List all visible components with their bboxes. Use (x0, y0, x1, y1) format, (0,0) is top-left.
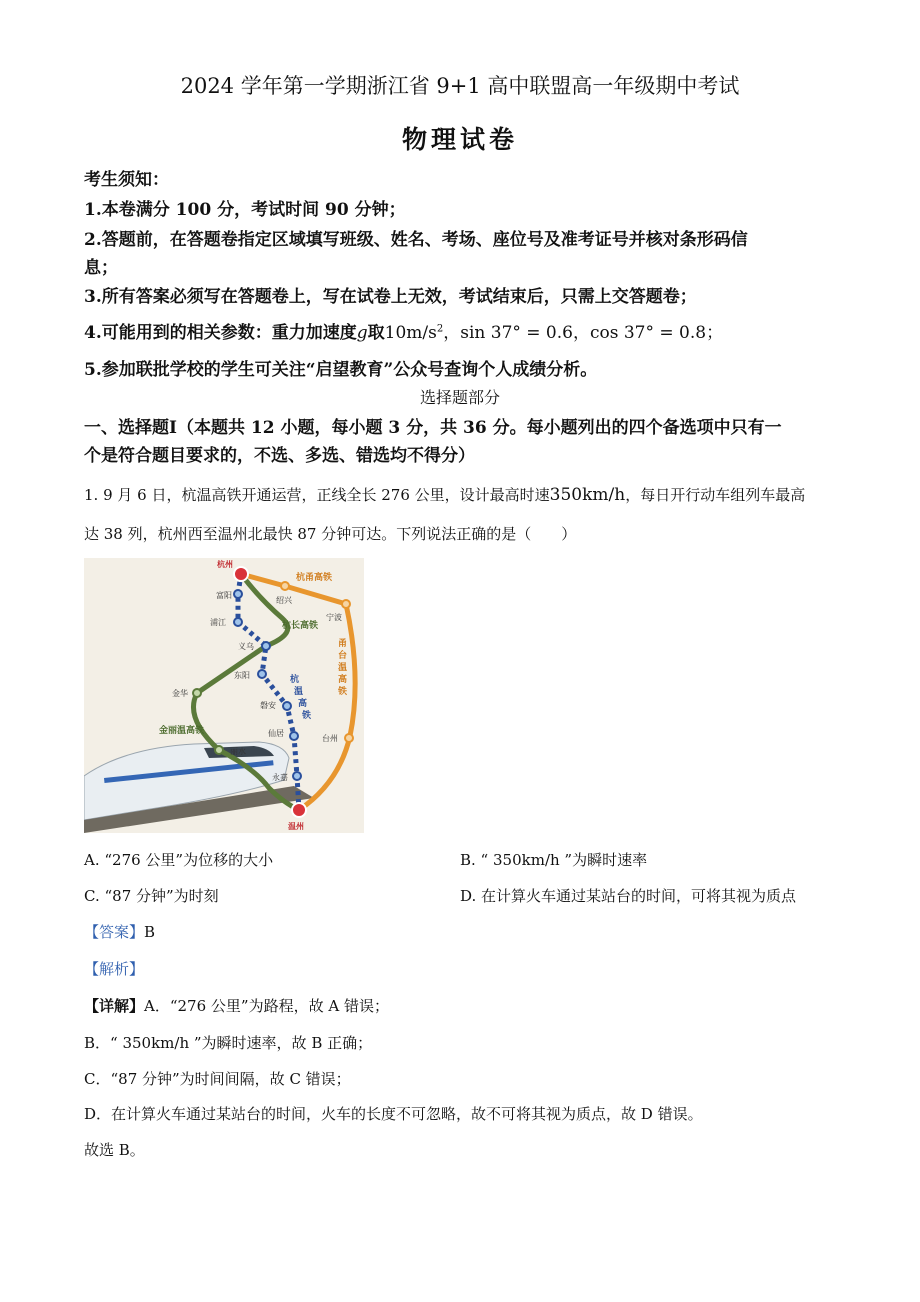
notice-item-2-cont: 息； (84, 258, 118, 278)
station-hangzhou-marker (234, 567, 248, 581)
station-taizhou-marker (345, 734, 353, 742)
notice-item-4 (84, 318, 723, 343)
answer-line (84, 921, 155, 942)
station-ningbo-marker (342, 600, 350, 608)
option-a: A. “276 公里”为位移的大小 (84, 851, 274, 869)
svg-text:温: 温 (294, 687, 304, 697)
station-yiwu-marker (262, 642, 270, 650)
question-1-speed: 350km/h (549, 485, 626, 505)
label-yongtaiwen (337, 637, 348, 697)
station-yiwu: 义乌 (238, 642, 254, 651)
station-xianju: 仙居 (268, 729, 284, 738)
station-pujiang-marker (234, 618, 242, 626)
station-taizhou: 台州 (322, 734, 338, 743)
gravity-value: 10m/s (384, 323, 437, 343)
label-jinliwen: 金丽温高铁 (159, 726, 205, 736)
detail-a-text: A．“276 公里”为路程，故 A 错误； (144, 997, 389, 1015)
station-fuyang-marker (234, 590, 242, 598)
question-1-line-2: 达 38 列，杭州西至温州北最快 87 分钟可达。下列说法正确的是（ ） (84, 525, 577, 543)
svg-text:杭: 杭 (290, 675, 300, 685)
page-title: 2024 学年第一学期浙江省 9+1 高中联盟高一年级期中考试 (180, 74, 740, 98)
question-1-text-b: ，每日开行动车组列车最高 (625, 486, 806, 504)
svg-text:铁: 铁 (338, 687, 348, 697)
page-subtitle: 物理试卷 (401, 125, 518, 154)
station-lishui-marker (215, 746, 223, 754)
station-jinhua-marker (193, 689, 201, 697)
notice-item-2: 2.答题前，在答题卷指定区域填写班级、姓名、考场、座位号及准考证号并核对条形码信 (84, 230, 748, 250)
station-yongjia: 永嘉 (272, 773, 288, 782)
section-title: 选择题部分 (419, 388, 500, 407)
answer-label: 【答案】 (84, 923, 145, 941)
svg-text:高: 高 (298, 699, 308, 709)
station-yongjia-marker (293, 772, 301, 780)
question-1-line-1 (84, 484, 805, 505)
railway-map (84, 558, 364, 833)
part1-line-1: 一、选择题Ⅰ（本题共 12 小题，每小题 3 分，共 36 分。每小题列出的四个备选项中只有一 (84, 418, 782, 438)
notice-heading: 考生须知： (84, 170, 169, 190)
svg-text:高: 高 (338, 675, 348, 685)
station-jinhua: 金华 (172, 689, 188, 698)
station-pujiang: 浦江 (210, 618, 226, 627)
gravity-symbol: g (356, 323, 368, 343)
analysis-label: 【解析】 (84, 960, 145, 978)
station-ningbo: 宁波 (326, 613, 342, 622)
station-hangzhou: 杭州 (217, 560, 233, 569)
label-hangyong: 杭甬高铁 (296, 573, 333, 583)
notice-item-5: 5.参加联批学校的学生可关注“启望教育”公众号查询个人成绩分析。 (84, 360, 598, 380)
answer-value: B (144, 923, 156, 941)
svg-text:台: 台 (338, 651, 348, 661)
conclusion: 故选 B。 (84, 1141, 145, 1159)
station-panan: 磐安 (260, 701, 276, 710)
station-dongyang: 东阳 (234, 671, 250, 680)
notice-item-3: 3.所有答案必须写在答题卷上，写在试卷上无效，考试结束后，只需上交答题卷； (84, 287, 697, 307)
station-shaoxing: 绍兴 (276, 596, 292, 605)
option-c: C. “87 分钟”为时刻 (84, 887, 219, 905)
detail-b: B．“ 350km/h ”为瞬时速率，故 B 正确； (84, 1034, 373, 1052)
trig-values: ，sin 37° = 0.6，cos 37° = 0.8； (443, 323, 724, 343)
svg-text:铁: 铁 (302, 711, 312, 721)
option-d: D. 在计算火车通过某站台的时间，可将其视为质点 (460, 887, 797, 905)
station-shaoxing-marker (281, 582, 289, 590)
detail-c: C．“87 分钟”为时间间隔，故 C 错误； (84, 1070, 351, 1088)
station-dongyang-marker (258, 670, 266, 678)
station-panan-marker (283, 702, 291, 710)
station-fuyang: 富阳 (216, 591, 232, 600)
svg-text:甬: 甬 (338, 639, 348, 649)
station-wenzhou: 温州 (288, 822, 304, 831)
label-hangchang: 杭长高铁 (282, 621, 319, 631)
question-1-text-a: 1. 9 月 6 日，杭温高铁开通运营，正线全长 276 公里，设计最高时速 (84, 486, 550, 504)
notice-item-4-take: 取 (367, 323, 385, 343)
detail-a (84, 995, 389, 1016)
detail-d: D．在计算火车通过某站台的时间，火车的长度不可忽略，故不可将其视为质点，故 D 错误。 (84, 1105, 703, 1123)
notice-item-1: 1.本卷满分 100 分，考试时间 90 分钟； (84, 200, 406, 220)
station-xianju-marker (290, 732, 298, 740)
detail-label: 【详解】 (84, 997, 145, 1015)
gravity-exponent: 2 (436, 323, 444, 335)
notice-item-4-prefix: 4.可能用到的相关参数：重力加速度 (84, 323, 357, 343)
option-b: B. “ 350km/h ”为瞬时速率 (460, 851, 648, 869)
station-lishui: 丽水 (230, 747, 246, 756)
part1-line-2: 个是符合题目要求的，不选、多选、错选均不得分） (84, 446, 475, 466)
station-wenzhou-marker (292, 803, 306, 817)
svg-text:温: 温 (338, 663, 348, 673)
